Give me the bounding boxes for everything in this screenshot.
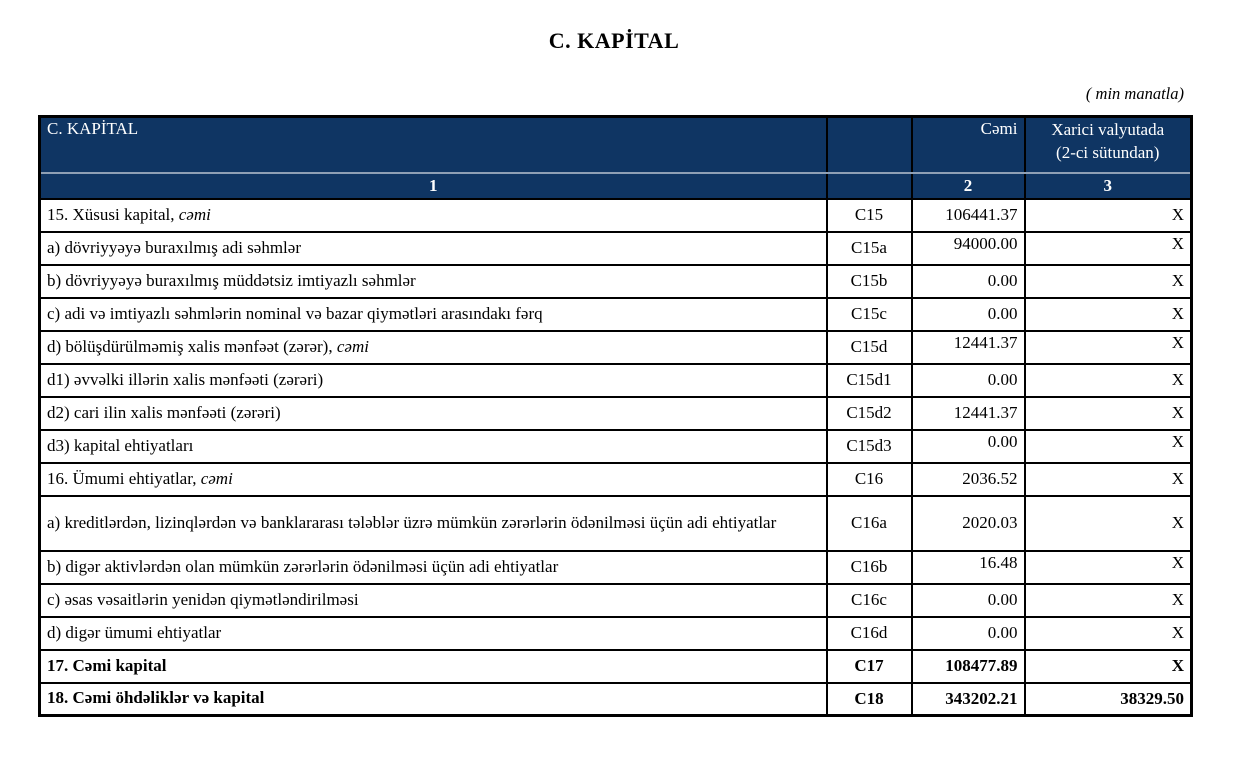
header-col-number-code (827, 173, 912, 199)
table-row (40, 199, 1192, 232)
row-foreign-currency-cell: X (1025, 617, 1192, 650)
row-code-cell: C16a (827, 496, 912, 551)
row-total-cell: 343202.21 (912, 683, 1025, 716)
table-row (40, 650, 1192, 683)
row-foreign-currency-cell: X (1025, 397, 1192, 430)
row-total-cell: 2020.03 (912, 496, 1025, 551)
row-label-cell: c) əsas vəsaitlərin yenidən qiymətləndirilməsi (40, 584, 827, 617)
table-row (40, 496, 1192, 551)
row-total-cell: 106441.37 (912, 199, 1025, 232)
row-label-cell: d) digər ümumi ehtiyatlar (40, 617, 827, 650)
row-label-cell: d) bölüşdürülməmiş xalis mənfəət (zərər), cəmi (40, 331, 827, 364)
row-total-cell: 0.00 (912, 584, 1025, 617)
table-row (40, 364, 1192, 397)
row-foreign-currency-cell: X (1025, 232, 1192, 265)
header-total: Cəmi (912, 117, 1025, 173)
header-row-numbers (40, 173, 1192, 199)
row-total-cell: 94000.00 (912, 232, 1025, 265)
header-foreign-currency (1025, 117, 1192, 173)
row-total-cell: 2036.52 (912, 463, 1025, 496)
row-label-cell: 15. Xüsusi kapital, cəmi (40, 199, 827, 232)
header-code-cell (827, 117, 912, 173)
capital-table (38, 115, 1193, 717)
row-label-cell: b) dövriyyəyə buraxılmış müddətsiz imtiyazlı səhmlər (40, 265, 827, 298)
row-code-cell: C16 (827, 463, 912, 496)
row-foreign-currency-cell: X (1025, 650, 1192, 683)
row-label-cell: d1) əvvəlki illərin xalis mənfəəti (zərəri) (40, 364, 827, 397)
row-label-cell: a) dövriyyəyə buraxılmış adi səhmlər (40, 232, 827, 265)
row-total-cell: 12441.37 (912, 331, 1025, 364)
row-label-cell: 16. Ümumi ehtiyatlar, cəmi (40, 463, 827, 496)
table-row (40, 617, 1192, 650)
row-foreign-currency-cell: X (1025, 551, 1192, 584)
table-row (40, 232, 1192, 265)
header-col-number-1: 1 (40, 173, 827, 199)
row-total-cell: 0.00 (912, 430, 1025, 463)
table-body (40, 199, 1192, 716)
row-foreign-currency-cell: X (1025, 496, 1192, 551)
row-foreign-currency-cell: X (1025, 199, 1192, 232)
row-label-cell: d3) kapital ehtiyatları (40, 430, 827, 463)
row-total-cell: 0.00 (912, 617, 1025, 650)
row-total-cell: 16.48 (912, 551, 1025, 584)
row-code-cell: C18 (827, 683, 912, 716)
row-foreign-currency-cell: X (1025, 430, 1192, 463)
header-col-number-2: 2 (912, 173, 1025, 199)
table-row (40, 584, 1192, 617)
row-code-cell: C17 (827, 650, 912, 683)
row-foreign-currency-cell: 38329.50 (1025, 683, 1192, 716)
row-foreign-currency-cell: X (1025, 584, 1192, 617)
row-total-cell: 108477.89 (912, 650, 1025, 683)
row-label-cell: d2) cari ilin xalis mənfəəti (zərəri) (40, 397, 827, 430)
row-code-cell: C15d3 (827, 430, 912, 463)
row-code-cell: C16d (827, 617, 912, 650)
row-foreign-currency-cell: X (1025, 463, 1192, 496)
page-title: C. KAPİTAL (548, 28, 680, 53)
table-row (40, 463, 1192, 496)
row-total-cell: 0.00 (912, 364, 1025, 397)
row-foreign-currency-cell: X (1025, 298, 1192, 331)
row-code-cell: C16c (827, 584, 912, 617)
row-total-cell: 12441.37 (912, 397, 1025, 430)
row-total-cell: 0.00 (912, 298, 1025, 331)
row-total-cell: 0.00 (912, 265, 1025, 298)
row-code-cell: C15d2 (827, 397, 912, 430)
row-foreign-currency-cell: X (1025, 331, 1192, 364)
row-code-cell: C15 (827, 199, 912, 232)
row-code-cell: C15d (827, 331, 912, 364)
table-header (40, 117, 1192, 199)
table-row (40, 397, 1192, 430)
header-row-titles (40, 117, 1192, 173)
row-code-cell: C15a (827, 232, 912, 265)
table-row (40, 298, 1192, 331)
row-label-cell: c) adi və imtiyazlı səhmlərin nominal və bazar qiymətləri arasındakı fərq (40, 298, 827, 331)
row-label-cell: b) digər aktivlərdən olan mümkün zərərlərin ödənilməsi üçün adi ehtiyatlar (40, 551, 827, 584)
row-code-cell: C16b (827, 551, 912, 584)
header-foreign-currency-line2: (2-ci sütundan) (1056, 142, 1160, 162)
row-label-cell: 18. Cəmi öhdəliklər və kapital (40, 683, 827, 716)
row-foreign-currency-cell: X (1025, 364, 1192, 397)
table-row (40, 331, 1192, 364)
row-foreign-currency-cell: X (1025, 265, 1192, 298)
table-row (40, 430, 1192, 463)
unit-note: ( min manatla) (1085, 84, 1184, 103)
table-row (40, 551, 1192, 584)
table-row (40, 683, 1192, 716)
table-row (40, 265, 1192, 298)
header-col-number-3: 3 (1025, 173, 1192, 199)
row-code-cell: C15b (827, 265, 912, 298)
row-label-italic: cəmi (178, 204, 211, 224)
header-section-title: C. KAPİTAL (40, 117, 827, 173)
row-label-italic: cəmi (336, 336, 369, 356)
row-label-cell: 17. Cəmi kapital (40, 650, 827, 683)
row-code-cell: C15c (827, 298, 912, 331)
row-code-cell: C15d1 (827, 364, 912, 397)
header-foreign-currency-line1: Xarici valyutada (1051, 120, 1165, 139)
row-label-italic: cəmi (200, 468, 233, 488)
row-label-cell: a) kreditlərdən, lizinqlərdən və banklararası tələblər üzrə mümkün zərərlərin ödənilməsi üçün adi ehtiyatlar (40, 496, 827, 551)
